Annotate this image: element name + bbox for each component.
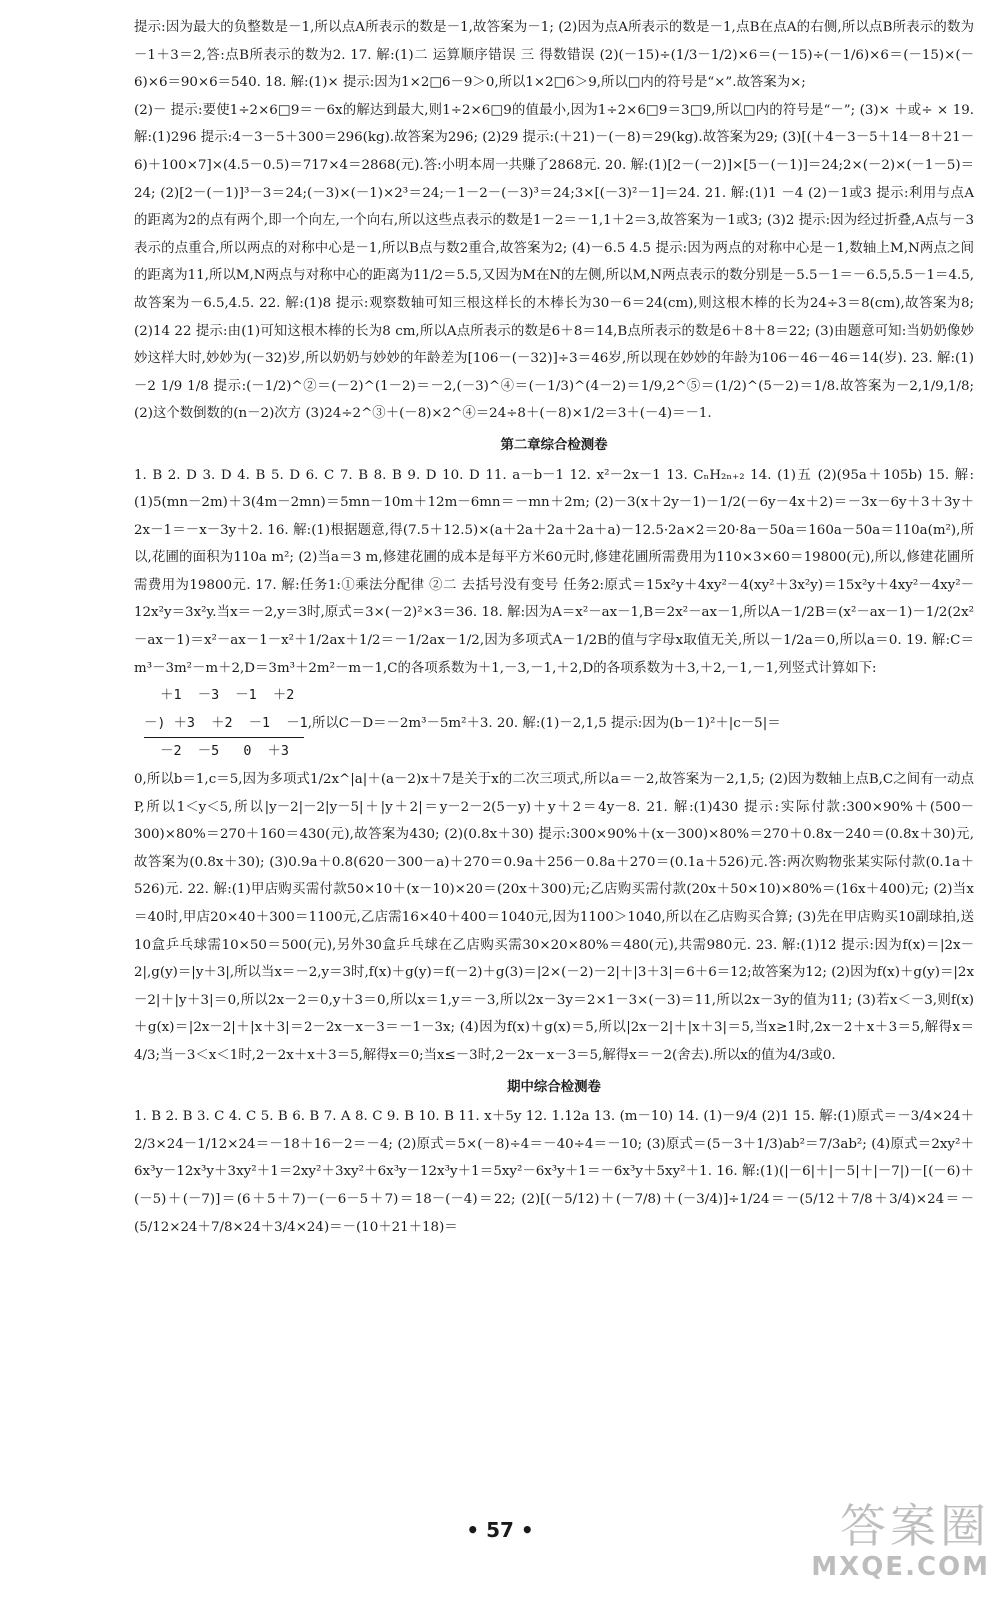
- vertical-calc-tail: ,所以C－D＝－2m³－5m²＋3. 20. 解:(1)－2,1,5 提示:因为(b－1)²＋|c－5|＝: [307, 715, 781, 731]
- vertical-calc-row-d: [144, 710, 974, 738]
- paragraph-midterm-answers: 1. B 2. B 3. C 4. C 5. B 6. B 7. A 8. C 9. B 10. B 11. x＋5y 12. 1.12a 13. (m－10) 14. (1)－9/4 (2)1 15. 解:(1)原式＝－3/4×24＋2/3×24－1/12×24＝－18＋16－2＝－4; (2)原式＝5×(－8)÷4＝－40÷4＝－10; (3)原式＝(5－3＋1/3)ab²＝7/3ab²; (4)原式＝2xy²＋6x³y－12x³y＋3xy²＋1＝2xy²＋3xy²＋6x³y－12x³y＋1＝5xy²－6x³y＋1＝－6x³y＋5xy²＋1. 16. 解:(1)(|－6|＋|－5|＋|－7|)－[(－6)＋(－5)＋(－7)]＝(6＋5＋7)－(－6－5＋7)＝18－(－4)＝22; (2)[(－5/12)＋(－7/8)＋(－3/4)]÷1/24＝－(5/12＋7/8＋3/4)×24＝－(5/12×24＋7/8×24＋3/4×24)＝－(10＋21＋18)＝: [134, 1109, 974, 1235]
- answer-content: [134, 14, 974, 1241]
- section-title-ch2: 第二章综合检测卷: [500, 437, 608, 453]
- vertical-calc-row-c: ＋1 －3 －1 ＋2: [144, 688, 295, 704]
- page-number: • 57 •: [466, 1518, 534, 1542]
- paragraph-ch2-answers: 1. B 2. D 3. D 4. B 5. D 6. C 7. B 8. B 9. D 10. D 11. a－b－1 12. x²－2x－1 13. CₙH₂ₙ₊₂ 14. (1)五 (2)(95a＋105b) 15. 解:(1)5(mn－2m)＋3(4m－2mn)＝5mn－10m＋12m－6mn＝－mn＋2m; (2)－3(x＋2y－1)－1/2(－6y－4x＋2)＝－3x－6y＋3＋3y＋2x－1＝－x－3y＋2. 16. 解:(1)根据题意,得(7.5＋12.5)×(a＋2a＋2a＋2a＋a)－12.5·2a×2＝20·8a－50a＝160a－50a＝110a(m²),所以,花圃的面积为110a m²; (2)当a＝3 m,修建花圃的成本是每平方米60元时,修建花圃所需费用为110×3×60＝19800(元),所以,修建花圃所需费用为19800元. 17. 解:任务1:①乘法分配律 ②二 去括号没有变号 任务2:原式＝15x²y＋4xy²－4(xy²＋3x²y)＝15x²y＋4xy²－4xy²－12x²y＝3x²y.当x＝－2,y＝3时,原式＝3×(－2)²×3＝36. 18. 解:因为A＝x²－ax－1,B＝2x²－ax－1,所以A－1/2B＝(x²－ax－1)－1/2(2x²－ax－1)＝x²－ax－1－x²＋1/2ax＋1/2＝－1/2ax－1/2,因为多项式A－1/2B的值与字母x取值无关,所以－1/2a＝0,所以a＝0. 19. 解:C＝m³－3m²－m＋2,D＝3m³＋2m²－m－1,C的各项系数为＋1,－3,－1,＋2,D的各项系数为＋3,＋2,－1,－1,列竖式计算如下:: [134, 467, 974, 676]
- paragraph-ch1-answers: (2)－ 提示:要使1÷2×6□9＝－6x的解达到最大,则1÷2×6□9的值最小,因为1÷2×6□9＝3□9,所以□内的符号是“－”; (3)× ＋或÷ × 19. 解:(1)296 提示:4－3－5＋300＝296(kg).故答案为296; (2)29 提示:(＋21)－(－8)＝29(kg).故答案为29; (3)[(＋4－3－5＋14－8＋21－6)＋100×7]×(4.5－0.5)＝717×4＝2868(元).答:小明本周一共赚了2868元. 20. 解:(1)[2－(－2)]×[5－(－1)]＝24;2×(－2)×(－1－5)＝24; (2)[2－(－1)]³－3＝24;(－3)×(－1)×2³＝24;－1－2－(－3)³＝24;3×[(－3)²－1]＝24. 21. 解:(1)1 －4 (2)－1或3 提示:利用与点A的距离为2的点有两个,即一个向左,一个向右,所以这些点表示的数是1－2＝－1,1＋2＝3,故答案为－1或3; (3)2 提示:因为经过折叠,A点与－3表示的点重合,所以两点的对称中心是－1,所以B点与数2重合,故答案为2; (4)－6.5 4.5 提示:因为两点的对称中心是－1,数轴上M,N两点之间的距离为11,所以M,N两点与对称中心的距离为11/2＝5.5,又因为M在N的左侧,所以M,N两点表示的数分别是－5.5－1＝－6.5,5.5－1＝4.5,故答案为－6.5,4.5. 22. 解:(1)8 提示:观察数轴可知三根这样长的木棒长为30－6＝24(cm),则这根木棒的长为24÷3＝8(cm),故答案为8; (2)14 22 提示:由(1)可知这根木棒的长为8 cm,所以A点所表示的数是6＋8＝14,B点所表示的数是6＋8＋8＝22; (3)由题意可知:当奶奶像妙妙这样大时,妙妙为(－32)岁,所以奶奶与妙妙的年龄差为[106－(－32)]÷3＝46岁,所以现在妙妙的年龄为106－46－46＝14(岁). 23. 解:(1)－2 1/9 1/8 提示:(－1/2)^②＝(－2)^(1－2)＝－2,(－3)^④＝(－1/3)^(4－2)＝1/9,2^⑤＝(1/2)^(5－2)＝1/8.故答案为－2,1/9,1/8; (2)这个数倒数的(n－2)次方 (3)24÷2^③＋(－8)×2^④＝24÷8＋(－8)×1/2＝3＋(－4)＝－1.: [134, 102, 974, 422]
- watermark-text: MXQE.COM: [811, 1552, 990, 1582]
- watermark-icon: 答案圈: [840, 1499, 990, 1553]
- paragraph-ch1-continued: 提示:因为最大的负整数是－1,所以点A所表示的数是－1,故答案为－1; (2)因为点A所表示的数是－1,点B在点A的右侧,所以点B所表示的数为－1＋3＝2,答:点B所表示的数为2. 17. 解:(1)二 运算顺序错误 三 得数错误 (2)(－15)÷(1/3－1/2)×6＝(－15)÷(－1/6)×6＝(－15)×(－6)×6＝90×6＝540. 18. 解:(1)× 提示:因为1×2□6－9＞0,所以1×2□6＞9,所以□内的符号是“×”.故答案为×;: [134, 20, 974, 91]
- vertical-calc-row-d-text: －) ＋3 ＋2 －1 －1: [144, 715, 308, 731]
- vertical-calculation: [134, 682, 974, 766]
- vertical-calc-result: －2 －5 0 ＋3: [144, 737, 304, 766]
- paragraph-ch2-answers-continued: 0,所以b＝1,c＝5,因为多项式1/2x^|a|＋(a－2)x＋7是关于x的二次三项式,所以a＝－2,故答案为－2,1,5; (2)因为数轴上点B,C之间有一动点P,所以1＜y＜5,所以|y－2|－2|y－5|＋|y＋2|＝y－2－2(5－y)＋y＋2＝4y－8. 21. 解:(1)430 提示:实际付款:300×90%＋(500－300)×80%＝270＋160＝430(元),故答案为430; (2)(0.8x＋30) 提示:300×90%＋(x－300)×80%＝270＋0.8x－240＝(0.8x＋30)元,故答案为(0.8x＋30); (3)0.9a＋0.8(620－300－a)＋270＝0.9a＋256－0.8a＋270＝(0.1a＋526)元.答:两次购物张某实际付款(0.1a＋526)元. 22. 解:(1)甲店购买需付款50×10＋(x－10)×20＝(20x＋300)元;乙店购买需付款(20x＋50×10)×80%＝(16x＋400)元; (2)当x＝40时,甲店20×40＋300＝1100元,乙店需16×40＋400＝1040元,因为1100＞1040,所以在乙店购买合算; (3)先在甲店购买10副球拍,送10盒乒乓球需10×50＝500(元),另外30盒乒乓球在乙店购买需30×20×80%＝480(元),共需980元. 23. 解:(1)12 提示:因为f(x)＝|2x－2|,g(y)＝|y＋3|,所以当x＝－2,y＝3时,f(x)＋g(y)＝f(－2)＋g(3)＝|2×(－2)－2|＋|3＋3|＝6＋6＝12;故答案为12; (2)因为f(x)＋g(y)＝|2x－2|＋|y＋3|＝0,所以2x－2＝0,y＋3＝0,所以x＝1,y＝－3,所以2x－3y＝2×1－3×(－3)＝11,所以2x－3y的值为11; (3)若x＜－3,则f(x)＋g(x)＝|2x－2|＋|x＋3|＝2－2x－x－3＝－1－3x; (4)因为f(x)＋g(x)＝5,所以|2x－2|＋|x＋3|＝5,当x≥1时,2x－2＋x＋3＝5,解得x＝4/3;当－3＜x＜1时,2－2x＋x＋3＝5,解得x＝0;当x≤－3时,2－2x－x－3＝5,解得x＝－2(舍去).所以x的值为4/3或0.: [134, 772, 974, 1063]
- section-title-midterm: 期中综合检测卷: [507, 1079, 601, 1095]
- watermark-logo: [770, 1500, 990, 1596]
